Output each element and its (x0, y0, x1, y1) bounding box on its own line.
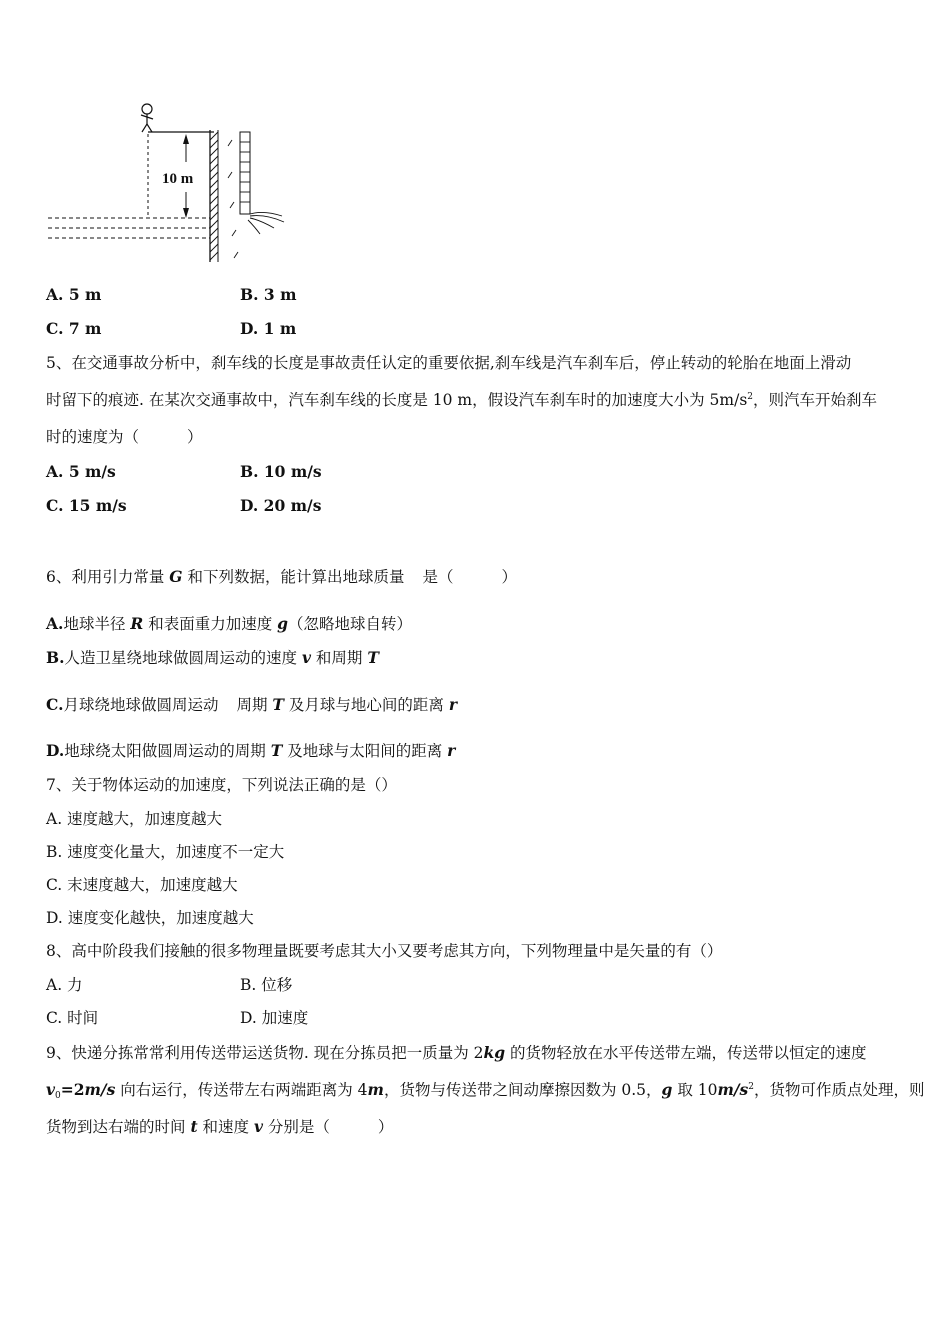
q9-l2-eq: =2 (60, 1080, 85, 1099)
q6-c-mid2: 及月球与地心间的距离 (283, 696, 449, 714)
cliff-diagram-svg (44, 100, 294, 270)
cliff-diver-figure (44, 100, 294, 270)
q9-l1-tail: 的货物轻放在水平传送带左端，传送带以恒定的速度 (505, 1044, 867, 1062)
q9-stem-line-3 (46, 1117, 393, 1137)
q6-a-text: 地球半径 (63, 615, 131, 633)
q6-a-label: A. (46, 614, 64, 633)
q5-line3-text: 时的速度为（ (46, 428, 140, 446)
q7-option-d: D. 速度变化越快，加速度越大 (46, 909, 254, 927)
q6-c-mid: 周期 (236, 696, 273, 714)
q9-l2-mid: ，货物与传送带之间动摩擦因数为 0.5， (383, 1081, 662, 1099)
q6-d-var-r: r (447, 741, 456, 760)
q9-l2-var-v: v (46, 1080, 56, 1099)
q6-stem (46, 567, 517, 587)
q6-a-var-g: g (277, 614, 288, 633)
q9-l2-sup-2: 2 (748, 1082, 754, 1092)
q5-line2-text: 时留下的痕迹. 在某次交通事故中，汽车刹车线的长度是 10 m，假设汽车刹车时的加速度大小为 5m/s (46, 391, 748, 409)
q6-option-c (46, 695, 457, 715)
q9-l2-unit-ms2: m/s (717, 1080, 749, 1099)
q9-l3-text: 货物到达右端的时间 (46, 1118, 191, 1136)
q7-option-c: C. 末速度越大，加速度越大 (46, 876, 238, 894)
q6-option-a (46, 614, 412, 634)
q9-l3-var-t: t (190, 1117, 198, 1136)
q6-stem-text: 6、利用引力常量 (46, 568, 170, 586)
brick-rows (240, 142, 250, 202)
q5-line3-close: ） (187, 428, 203, 446)
q7-stem: 7、关于物体运动的加速度，下列说法正确的是（） (46, 776, 397, 794)
q5-option-a: A. 5 m/s (46, 462, 116, 481)
q6-c-var-r: r (448, 695, 457, 714)
wall-hatching (210, 132, 218, 260)
q9-l2-sub-0: 0 (55, 1091, 61, 1101)
q4-option-a: A. 5 m (46, 285, 102, 304)
q5-option-d: D. 20 m/s (240, 496, 322, 515)
q6-a-var-r: R (130, 614, 144, 633)
q4-option-d: D. 1 m (240, 319, 297, 338)
q9-stem-line-1 (46, 1043, 867, 1063)
q6-c-label: C. (46, 695, 64, 714)
q9-l3-close: ） (377, 1118, 394, 1136)
height-label: 10 m (162, 171, 194, 187)
q4-option-b: B. 3 m (240, 285, 297, 304)
q5-option-b: B. 10 m/s (240, 462, 322, 481)
q5-option-c: C. 15 m/s (46, 496, 127, 515)
q9-l2-var-g: g (661, 1080, 673, 1099)
q6-d-mid: 及地球与太阳间的距离 (282, 742, 448, 760)
grass-tuft (248, 212, 284, 234)
q9-l1-unit-kg: kg (483, 1043, 506, 1062)
q6-b-mid: 和周期 (310, 649, 368, 667)
q6-d-text: 地球绕太阳做圆周运动的周期 (64, 742, 271, 760)
arrow-down-head (183, 208, 189, 218)
ground-slashes (228, 140, 238, 258)
q6-b-var-t: T (367, 648, 379, 667)
q5-stem-line-2 (46, 390, 877, 410)
person-leg-right (147, 124, 152, 132)
q9-l2-unit-ms: m/s (84, 1080, 116, 1099)
q8-option-d: D. 加速度 (240, 1009, 309, 1027)
q6-option-b (46, 648, 379, 668)
q6-b-text: 人造卫星绕地球做圆周运动的速度 (64, 649, 302, 667)
q6-c-text: 月球绕地球做圆周运动 (63, 696, 219, 714)
q6-b-label: B. (46, 648, 65, 667)
q7-option-b: B. 速度变化量大，加速度不一定大 (46, 843, 285, 861)
q9-l1-text: 9、快递分拣常常利用传送带运送货物. 现在分拣员把一质量为 2 (46, 1044, 484, 1062)
q8-option-b: B. 位移 (240, 976, 293, 994)
q9-l3-tail: 分别是（ (262, 1118, 330, 1136)
q9-stem-line-2 (46, 1080, 925, 1100)
q6-stem-close: ） (501, 568, 518, 586)
q9-l3-mid: 和速度 (197, 1118, 254, 1136)
q9-l2-take: 取 10 (672, 1081, 718, 1099)
q6-d-var-t: T (270, 741, 283, 760)
q9-l2-text: 向右运行，传送带左右两端距离为 4 (115, 1081, 368, 1099)
q5-stem-line-3 (46, 427, 203, 447)
q6-option-d (46, 741, 455, 761)
q9-l2-unit-m: m (367, 1080, 384, 1099)
q6-c-var-t: T (272, 695, 284, 714)
q5-line2-tail: ，则汽车开始刹车 (753, 391, 878, 409)
q6-a-mid: 和表面重力加速度 (143, 615, 278, 633)
q8-stem: 8、高中阶段我们接触的很多物理量既要考虑其大小又要考虑其方向，下列物理量中是矢量的有（） (46, 942, 723, 960)
q6-b-var-v: v (301, 648, 311, 667)
q5-line2-sup: 2 (747, 392, 754, 402)
person-leg-left (142, 124, 147, 132)
q8-option-c: C. 时间 (46, 1009, 99, 1027)
q8-option-a: A. 力 (46, 976, 83, 994)
person-head (142, 104, 152, 114)
q6-stem-tail: 是（ (422, 568, 454, 586)
q9-l3-var-v: v (253, 1117, 263, 1136)
q9-l2-tail: ，货物可作质点处理，则 (754, 1081, 925, 1099)
q5-stem-line-1: 5、在交通事故分析中，刹车线的长度是事故责任认定的重要依据,刹车线是汽车刹车后，停止转动的轮胎在地面上滑动 (46, 354, 852, 372)
arrow-up-head (183, 134, 189, 144)
q4-option-c: C. 7 m (46, 319, 102, 338)
q6-stem-mid: 和下列数据，能计算出地球质量 (182, 568, 405, 586)
q6-var-g-const: G (169, 567, 183, 586)
q6-a-tail: （忽略地球自转） (287, 615, 412, 633)
q7-option-a: A. 速度越大，加速度越大 (46, 810, 223, 828)
q6-d-label: D. (46, 741, 65, 760)
